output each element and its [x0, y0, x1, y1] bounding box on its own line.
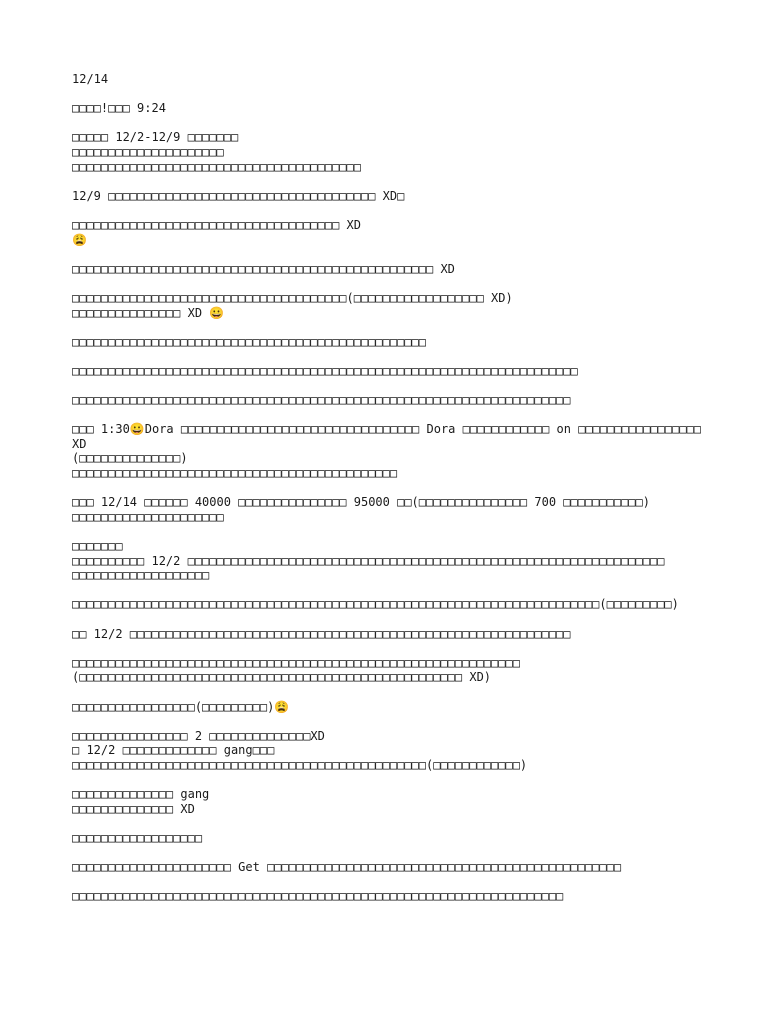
text-line: □□□□□□□□□□□□□□□□□□□□□□□□□□□□□□□□□□□□□□□□□□□□□□□□□□□□□□□□□□□□□□□□□□□□□: [72, 393, 571, 408]
text-line: □□□□□□□: [72, 539, 123, 553]
text-line: □□□□□□□□□□□□□□□□□□□□□□□□□□□□□□□□□□□□□□□□: [72, 159, 361, 174]
text-line: □□□ 12/14 □□□□□□ 40000 □□□□□□□□□□□□□□□ 95000 □□(□□□□□□□□□□□□□□□ 700 □□□□□□□□□□□): [72, 495, 650, 510]
text-line: □□□□□□□□□□□□□□□□□□□□□□□□□□□□□□□□□□□□□□□□□□□□□□□□□: [72, 334, 427, 349]
paragraph: [72, 495, 768, 524]
text-line: (□□□□□□□□□□□□□□): [72, 451, 188, 466]
text-line: □□□□□□□□□□□□□□□ XD 😀: [72, 305, 225, 320]
text-line: (□□□□□□□□□□□□□□□□□□□□□□□□□□□□□□□□□□□□□□□□□□□□□□□□□□□□□ XD): [72, 670, 492, 685]
text-line: □□□□□□□□□□□□□□□□□□□□□□□□□□□□□□□□□□□□□□□□□□□□□□□□□□□□□□□□□□□□□□□□□□□□: [72, 889, 564, 904]
text-line: □□□□□□□□□□□□□□□□□□□□□□□□□□□□□□□□□□□□□ XD: [72, 217, 361, 232]
text-line: □□□□□□□□□□□□□□□□□□□: [72, 568, 210, 583]
text-line: □□□□□□□□□□□□□□□□□□□□□: [72, 509, 224, 524]
paragraph: [72, 656, 768, 685]
paragraph: [72, 335, 768, 350]
text-line: □□□□□□□□□□□□□□□□□□: [72, 830, 203, 845]
text-line: □□□□□□□□□□□□□□□□□□□□□□□□□□□□□□□□□□□□□□□□□□□□□: [72, 466, 398, 481]
paragraph: [72, 189, 768, 204]
paragraph: [72, 539, 768, 583]
paragraph: [72, 729, 768, 773]
paragraph: [72, 787, 768, 816]
text-line: □ 12/2 □□□□□□□□□□□□□ gang□□□: [72, 743, 275, 758]
paragraph: [72, 889, 768, 904]
text-line: □□□□□□□□□□□□□□ XD: [72, 801, 195, 816]
paragraph: [72, 597, 768, 612]
text-line: □□□□□□□□□□□□□□□□□(□□□□□□□□□)😩: [72, 699, 290, 714]
text-line: □□□□□□□□□□□□□□□□□□□□□□□□□□□□□□□□□□□□□□□□□□□□□□□□□(□□□□□□□□□□□□): [72, 757, 528, 772]
text-line: □□□□□□□□□□□□□□□□□□□□□□□□□□□□□□□□□□□□□□□□□□□□□□□□□□□□□□□□□□□□□□: [72, 655, 520, 670]
text-line: □□□□□□□□□□□□□□□□□□□□□: [72, 144, 224, 159]
paragraph: [72, 364, 768, 379]
paragraph: [72, 130, 768, 174]
text-line: □□□□□□□□□□□□□□□□□□□□□□□□□□□□□□□□□□□□□□□□□□□□□□□□□□□□□□□□□□□□□□□□□□□□□□□□□(□□□□□□□□□): [72, 597, 679, 612]
text-line: □□□□□□□□□□□□□□□□□□□□□□ Get □□□□□□□□□□□□□□□□□□□□□□□□□□□□□□□□□□□□□□□□□□□□□□□□□: [72, 860, 622, 875]
text-line: □□□□□ 12/2-12/9 □□□□□□□: [72, 130, 239, 145]
text-line: □□ 12/2 □□□□□□□□□□□□□□□□□□□□□□□□□□□□□□□□□□□□□□□□□□□□□□□□□□□□□□□□□□□□□: [72, 626, 571, 641]
text-line: 12/14: [72, 72, 109, 86]
paragraph: [72, 218, 768, 247]
paragraph: [72, 262, 768, 277]
text-line: □□□□!□□□ 9:24: [72, 101, 166, 116]
text-line: □□□ 1:30😀Dora □□□□□□□□□□□□□□□□□□□□□□□□□□□□□□□□□ Dora □□□□□□□□□□□□ on □□□□□□□□□□□□□□□□□: [72, 422, 702, 437]
text-line: 12/9 □□□□□□□□□□□□□□□□□□□□□□□□□□□□□□□□□□□□□ XD□: [72, 188, 405, 203]
text-line: □□□□□□□□□□□□□□□□□□□□□□□□□□□□□□□□□□□□□□□□□□□□□□□□□□ XD: [72, 261, 455, 276]
text-line: XD: [72, 436, 87, 451]
paragraph: [72, 700, 768, 715]
paragraph: [72, 627, 768, 642]
text-line: □□□□□□□□□□□□□□ gang: [72, 787, 210, 802]
paragraph: [72, 831, 768, 846]
text-line: □□□□□□□□□□ 12/2 □□□□□□□□□□□□□□□□□□□□□□□□□□□□□□□□□□□□□□□□□□□□□□□□□□□□□□□□□□□□□□□□□□: [72, 553, 665, 568]
paragraph: [72, 291, 768, 320]
text-line: □□□□□□□□□□□□□□□□ 2 □□□□□□□□□□□□□□XD: [72, 728, 325, 743]
paragraph: [72, 101, 768, 116]
paragraph: [72, 422, 768, 480]
text-line: □□□□□□□□□□□□□□□□□□□□□□□□□□□□□□□□□□□□□□□□□□□□□□□□□□□□□□□□□□□□□□□□□□□□□□: [72, 363, 578, 378]
paragraph: [72, 393, 768, 408]
paragraph: [72, 72, 768, 87]
text-line: □□□□□□□□□□□□□□□□□□□□□□□□□□□□□□□□□□□□□□(□□□□□□□□□□□□□□□□□□ XD): [72, 290, 513, 305]
text-line: 😩: [72, 232, 87, 247]
paragraph: [72, 860, 768, 875]
